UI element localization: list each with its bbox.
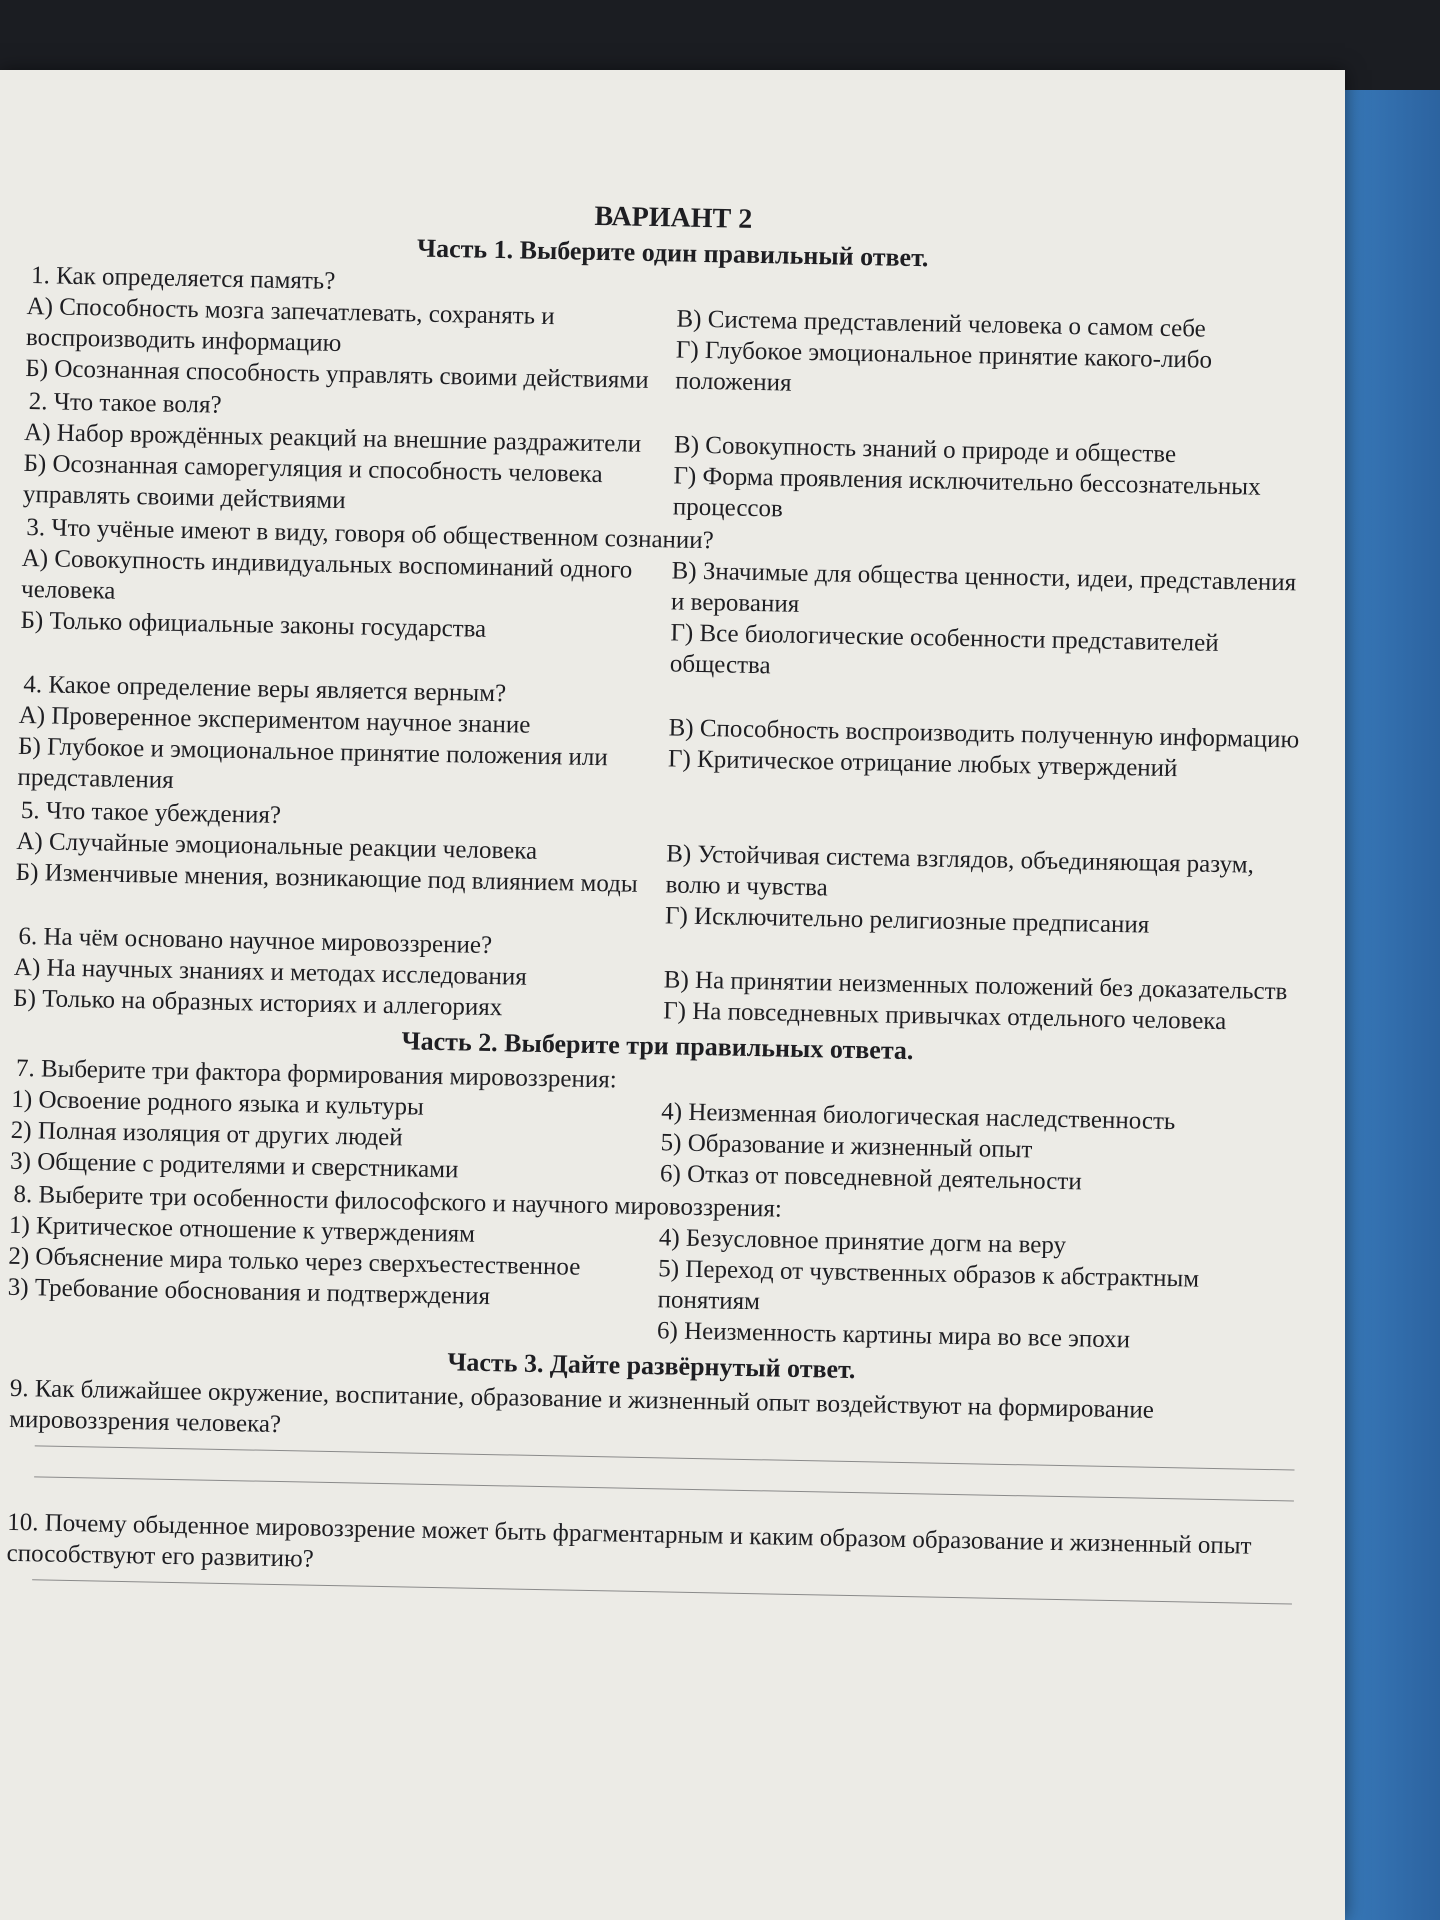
- option-3: 3) Требование обоснования и подтверждения: [7, 1273, 491, 1311]
- option-g: Г) Глубокое эмоциональное принятие какого-либо положения: [675, 336, 1213, 397]
- question-8: [7, 1179, 1300, 1359]
- option-6: 6) Отказ от повседневной деятельности: [659, 1160, 1082, 1196]
- option-6: 6) Неизменность картины мира во все эпохи: [656, 1317, 1131, 1354]
- options-right: [673, 429, 1315, 534]
- question-text: 10. Почему обыденное мировоззрение может быть фрагментарным и каким образом образование и жизненный опыт способствуют его развитию?: [6, 1508, 1252, 1573]
- question-text: 4. Какое определение веры является верным?: [23, 670, 507, 708]
- question-3: [20, 512, 1313, 692]
- options-right: [670, 555, 1312, 691]
- option-g: Г) Исключительно религиозные предписания: [664, 902, 1150, 939]
- option-2: 2) Объяснение мира только через сверхъестественное: [8, 1242, 581, 1281]
- question-text: 7. Выберите три фактора формирования мировоззрения:: [15, 1054, 617, 1094]
- options-right: [660, 1096, 1302, 1201]
- option-a: А) Совокупность индивидуальных воспоминаний одного человека: [20, 544, 633, 605]
- question-text: 8. Выберите три особенности философского и научного мировоззрения:: [13, 1180, 783, 1223]
- option-g: Г) Форма проявления исключительно бессознательных процессов: [672, 462, 1261, 523]
- sheet-content: [2, 130, 1320, 1634]
- option-g: Г) Критическое отрицание любых утверждений: [667, 745, 1178, 783]
- question-text: 3. Что учёные имеют в виду, говоря об общественном сознании?: [26, 514, 715, 555]
- question-7: [10, 1053, 1302, 1202]
- options-right: [665, 838, 1307, 943]
- options-left: [13, 952, 654, 1026]
- option-b: Б) Осознанная способность управлять своими действиями: [25, 354, 649, 394]
- option-g: Г) Все биологические особенности представителей общества: [669, 619, 1219, 680]
- option-5: 5) Образование и жизненный опыт: [660, 1129, 1033, 1164]
- question-1: [25, 260, 1317, 409]
- question-4: [17, 669, 1309, 818]
- options-left: [15, 826, 657, 931]
- option-4: 4) Безусловное принятие догм на веру: [658, 1224, 1067, 1260]
- options-left: [10, 1084, 652, 1189]
- answer-line[interactable]: [34, 1476, 1294, 1501]
- option-g: Г) На повседневных привычках отдельного человека: [662, 997, 1227, 1036]
- question-9: [4, 1373, 1296, 1502]
- option-1: 1) Освоение родного языка и культуры: [11, 1085, 425, 1121]
- part-3-title: Часть 3. Дайте развёрнутый ответ.: [447, 1347, 856, 1385]
- options-left: [25, 291, 667, 396]
- options-left: [23, 417, 665, 522]
- option-4: 4) Неизменная биологическая наследственность: [661, 1098, 1176, 1136]
- option-5: 5) Переход от чувственных образов к абстрактным понятиям: [657, 1255, 1200, 1316]
- options-left: [7, 1210, 649, 1346]
- option-a: А) Случайные эмоциональные реакции человека: [16, 827, 538, 865]
- option-1: 1) Критическое отношение к утверждениям: [8, 1211, 476, 1248]
- options-right: [667, 712, 1309, 817]
- question-10: [2, 1507, 1293, 1605]
- part-1-title: Часть 1. Выберите один правильный ответ.: [416, 233, 929, 273]
- question-text: 2. Что такое воля?: [28, 388, 222, 419]
- option-a: А) Способность мозга запечатлевать, сохранять и воспроизводить информацию: [25, 292, 555, 358]
- options-right: [675, 303, 1317, 408]
- option-b: Б) Глубокое и эмоциональное принятие положения или представления: [17, 732, 609, 794]
- test-sheet: [0, 70, 1345, 1920]
- option-v: В) Способность воспроизводить полученную информацию: [668, 714, 1300, 754]
- option-a: А) На научных знаниях и методах исследования: [13, 953, 528, 991]
- options-right: [657, 1222, 1299, 1358]
- option-v: В) На принятии неизменных положений без доказательств: [663, 966, 1288, 1006]
- option-v: В) Значимые для общества ценности, идеи, представления и верования: [670, 557, 1297, 618]
- option-b: Б) Только на образных историях и аллегориях: [13, 984, 503, 1022]
- part-2-title: Часть 2. Выберите три правильных ответа.: [401, 1026, 914, 1066]
- option-b: Б) Только официальные законы государства: [20, 606, 487, 643]
- options-left: [20, 543, 662, 679]
- option-v: В) Совокупность знаний о природе и обществе: [673, 431, 1177, 469]
- question-text: 9. Как ближайшее окружение, воспитание, образование и жизненный опыт воздействуют на формирование мировоззрения человека?: [8, 1374, 1155, 1439]
- option-b: Б) Изменчивые мнения, возникающие под влиянием моды: [15, 858, 638, 898]
- options-right: [663, 964, 1304, 1038]
- option-3: 3) Общение с родителями и сверстниками: [9, 1147, 459, 1184]
- option-a: А) Набор врождённых реакций на внешние раздражители: [23, 418, 642, 458]
- question-text: 5. Что такое убеждения?: [20, 796, 282, 829]
- option-v: В) Система представлений человека о самом себе: [676, 305, 1206, 343]
- question-text: 1. Как определяется память?: [30, 262, 336, 295]
- options-left: [17, 700, 659, 805]
- variant-title: ВАРИАНТ 2: [594, 200, 753, 235]
- question-2: [23, 386, 1315, 535]
- option-b: Б) Осознанная саморегуляция и способность человека управлять своими действиями: [22, 449, 603, 515]
- option-2: 2) Полная изоляция от других людей: [10, 1116, 403, 1152]
- option-v: В) Устойчивая система взглядов, объединяющая разум, волю и чувства: [665, 840, 1255, 902]
- question-5: [15, 795, 1307, 944]
- question-text: 6. На чём основано научное мировоззрение?: [18, 922, 493, 960]
- option-a: А) Проверенное экспериментом научное знание: [18, 701, 531, 739]
